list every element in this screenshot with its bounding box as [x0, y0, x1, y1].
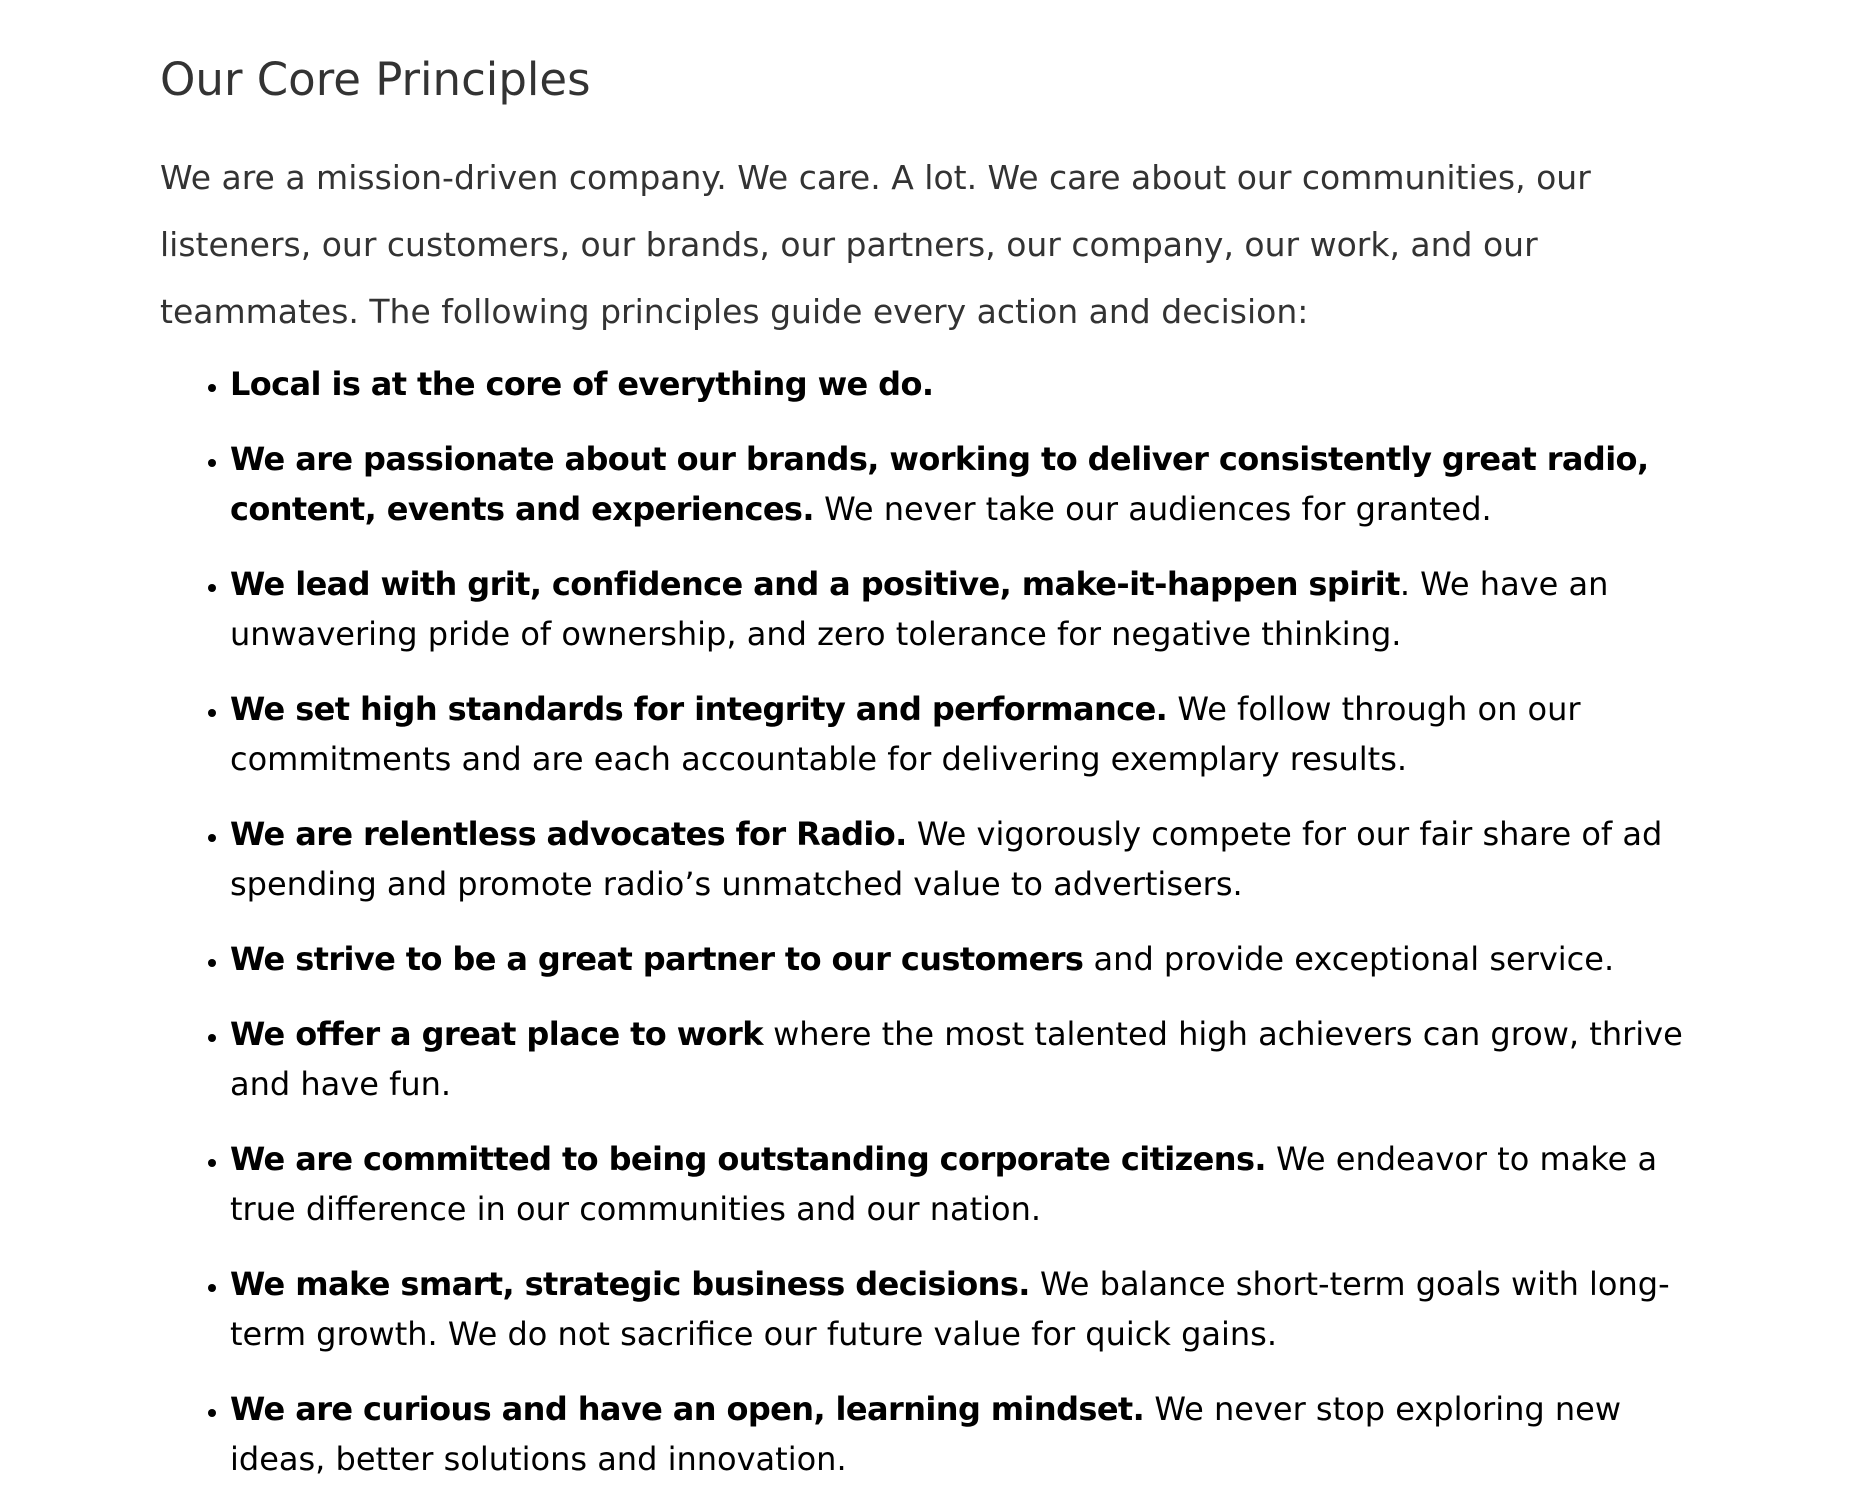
list-item: [230, 1384, 1720, 1484]
page-title: Our Core Principles: [160, 53, 591, 106]
list-item: [230, 809, 1720, 909]
principle-title: We lead with grit, confidence and a positive, make-it-happen spirit: [230, 565, 1400, 603]
principle-title: We are relentless advocates for Radio.: [230, 815, 907, 853]
principle-title: We are curious and have an open, learning mindset.: [230, 1390, 1145, 1428]
principle-text: where the most talented high achievers can grow, thrive and have fun.: [230, 1015, 1683, 1103]
principle-title: We offer a great place to work: [230, 1015, 763, 1053]
principle-text: We never take our audiences for granted.: [813, 490, 1492, 528]
principle-title: We set high standards for integrity and performance.: [230, 690, 1168, 728]
principles-section: [160, 52, 1720, 1509]
principle-title: We are committed to being outstanding corporate citizens.: [230, 1140, 1266, 1178]
principle-title: We make smart, strategic business decisions.: [230, 1265, 1030, 1303]
principle-text: We balance short-term goals with long-term growth. We do not sacrifice our future value for quick gains.: [230, 1265, 1670, 1353]
list-item: [230, 934, 1720, 984]
principle-text: . We have an unwavering pride of ownership, and zero tolerance for negative thinking.: [230, 565, 1609, 653]
principle-text: We vigorously compete for our fair share of ad spending and promote radio’s unmatched value to advertisers.: [230, 815, 1663, 903]
list-item: [230, 1009, 1720, 1109]
principle-text: We endeavor to make a true difference in our communities and our nation.: [230, 1140, 1658, 1228]
list-item: [230, 684, 1720, 784]
principle-title: We are passionate about our brands, working to deliver consistently great radio, content, events and experiences.: [230, 440, 1649, 528]
principle-text: and provide exceptional service.: [1083, 940, 1615, 978]
list-item: [230, 1259, 1720, 1359]
list-item: [230, 434, 1720, 534]
intro-paragraph: We are a mission-driven company. We care. A lot. We care about our communities, our listeners, our customers, our brands, our partners, our company, our work, and our teammates. The following principles guide every action and decision:: [160, 158, 1591, 331]
principle-text: We follow through on our commitments and are each accountable for delivering exemplary results.: [230, 690, 1581, 778]
principles-list: [160, 359, 1720, 1484]
list-item: [230, 1134, 1720, 1234]
principle-text: We never stop exploring new ideas, better solutions and innovation.: [230, 1390, 1621, 1478]
list-item: [230, 559, 1720, 659]
list-item: [230, 359, 1720, 409]
principle-title: Local is at the core of everything we do.: [230, 365, 934, 403]
principle-title: We strive to be a great partner to our customers: [230, 940, 1084, 978]
